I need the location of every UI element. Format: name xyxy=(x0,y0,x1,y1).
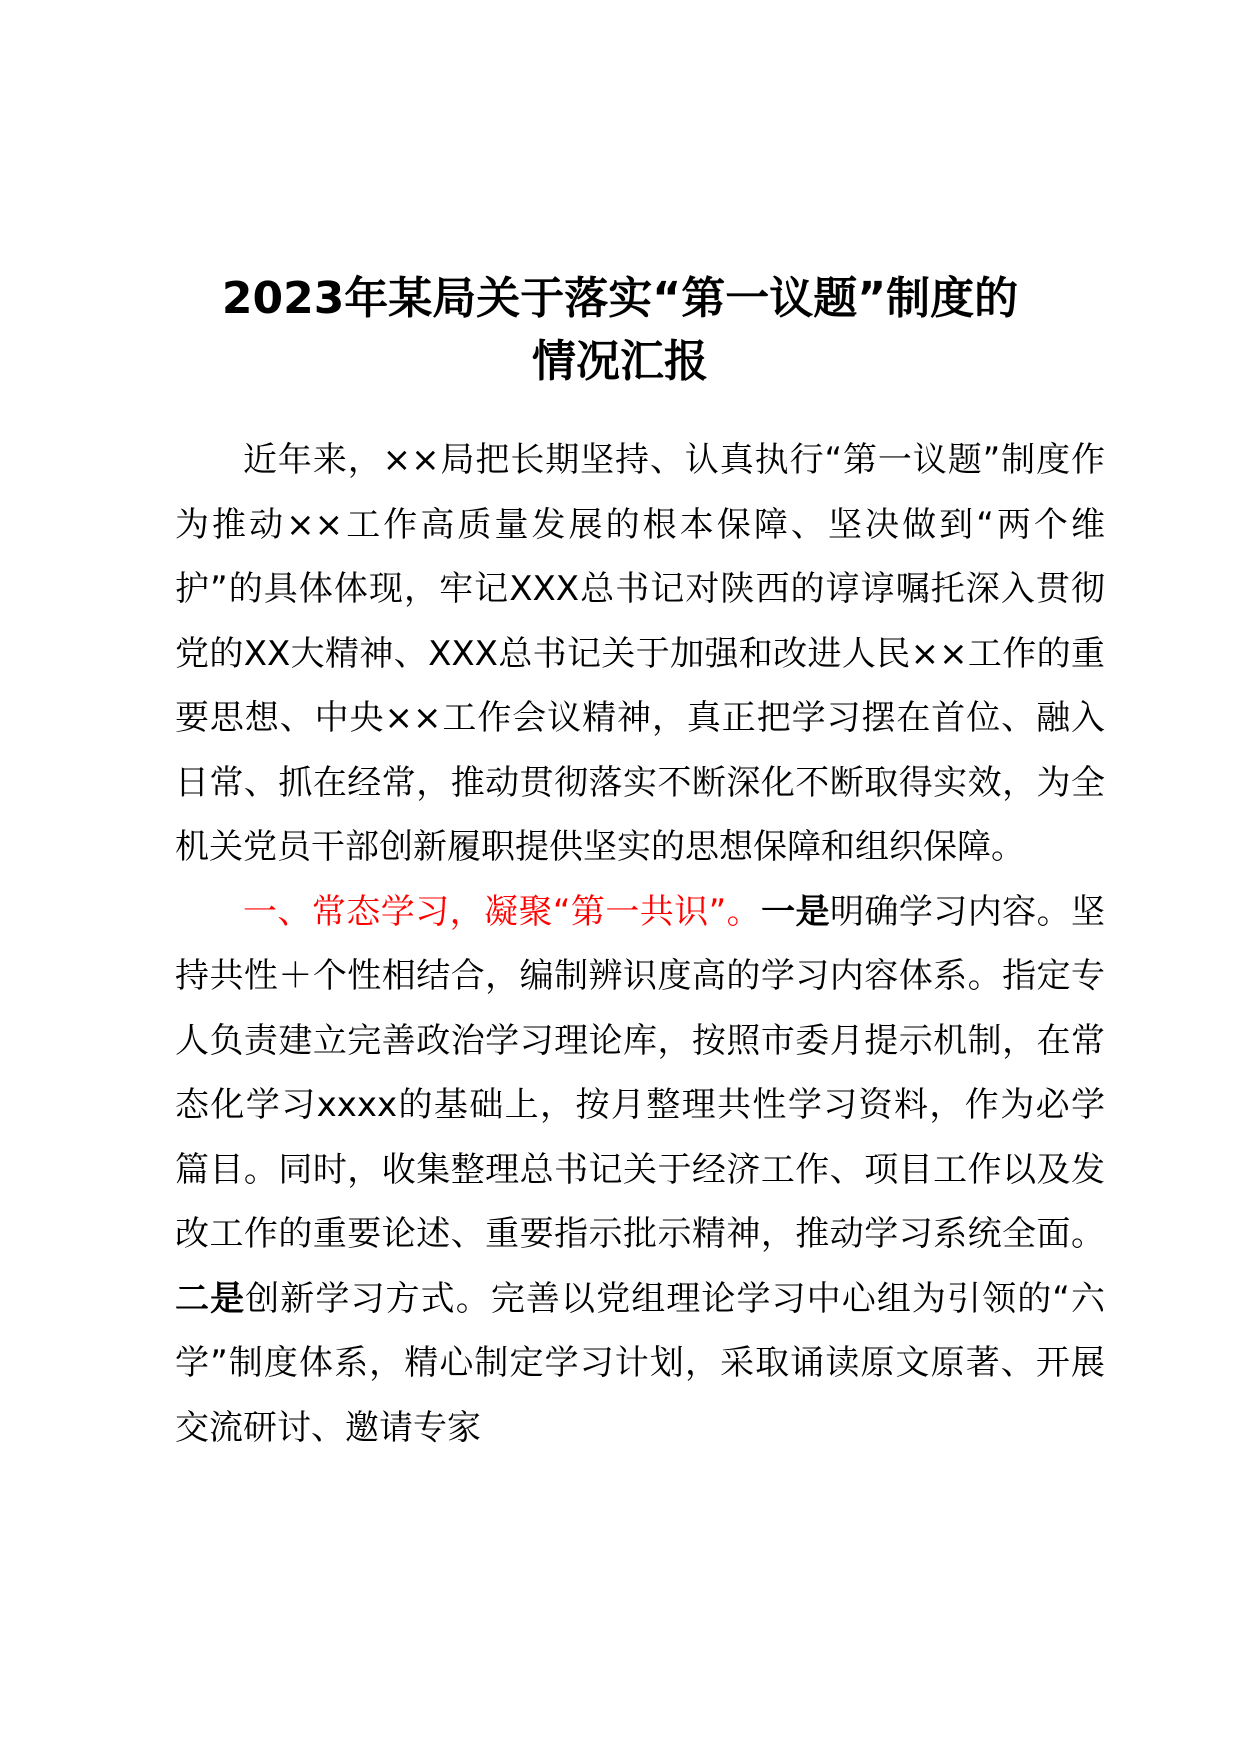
point-1-label: 一是 xyxy=(761,891,830,932)
document-body xyxy=(175,428,1105,1460)
intro-paragraph: 近年来，××局把长期坚持、认真执行“第一议题”制度作为推动××工作高质量发展的根本保障、坚决做到“两个维护”的具体体现，牢记XXX总书记对陕西的谆谆嘱托深入贯彻党的XX大精神、XXX总书记关于加强和改进人民××工作的重要思想、中央××工作会议精神，真正把学习摆在首位、融入日常、抓在经常，推动贯彻落实不断深化不断取得实效，为全机关党员干部创新履职提供坚实的思想保障和组织保障。 xyxy=(175,440,1105,867)
document-title-line-2: 情况汇报 xyxy=(532,336,708,387)
point-1-text: 明确学习内容。坚持共性＋个性相结合，编制辨识度高的学习内容体系。指定专人负责建立完善政治学习理论库，按照市委月提示机制，在常态化学习xxxx的基础上，按月整理共性学习资料，作为必学篇目。同时，收集整理总书记关于经济工作、项目工作以及发改工作的重要论述、重要指示批示精神，推动学习系统全面。 xyxy=(175,891,1106,1254)
section-1-paragraph xyxy=(175,880,1105,1461)
point-2-label: 二是 xyxy=(175,1278,246,1319)
point-2-text: 创新学习方式。完善以党组理论学习中心组为引领的“六学”制度体系，精心制定学习计划，采取诵读原文原著、开展交流研讨、邀请专家 xyxy=(175,1278,1105,1448)
section-1-heading: 一、常态学习，凝聚“第一共识”。 xyxy=(243,891,762,932)
document-title-line-1: 2023年某局关于落实“第一议题”制度的 xyxy=(221,273,1019,324)
